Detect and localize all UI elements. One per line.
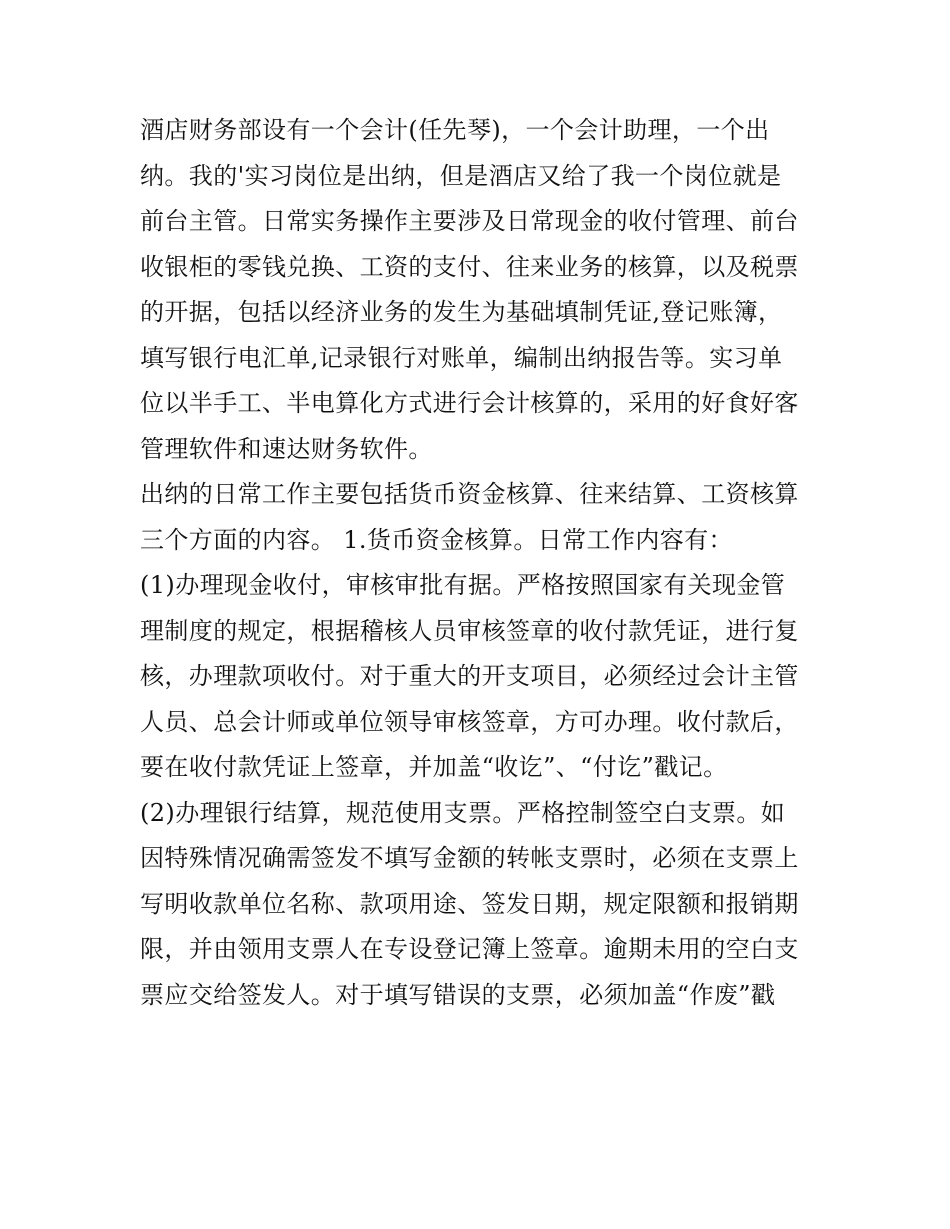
text-line: 限，并由领用支票人在专设登记簿上签章。逾期未用的空白支 (140, 935, 799, 963)
text-line: 写明收款单位名称、款项用途、签发日期，规定限额和报销期 (140, 889, 799, 918)
text-line: 的开据，包括以经济业务的发生为基础填制凭证,登记账簿， (140, 298, 783, 326)
text-line: 纳。我的'实习岗位是出纳，但是酒店又给了我一个岗位就是 (140, 161, 782, 190)
text-line: 酒店财务部设有一个会计(任先琴)，一个会计助理，一个出 (140, 116, 770, 144)
text-line: 前台主管。日常实务操作主要涉及日常现金的收付管理、前台 (140, 207, 799, 235)
text-line: 位以半手工、半电算化方式进行会计核算的，采用的好食好客 (140, 389, 799, 417)
text-line: 收银柜的零钱兑换、工资的支付、往来业务的核算，以及税票 (140, 252, 799, 281)
text-line: (2)办理银行结算，规范使用支票。严格控制签空白支票。如 (140, 798, 786, 827)
text-line: 填写银行电汇单,记录银行对账单，编制出纳报告等。实习单 (140, 343, 783, 372)
text-line: 票应交给签发人。对于填写错误的支票，必须加盖“作废”戳 (140, 980, 776, 1009)
text-line: 因特殊情况确需签发不填写金额的转帐支票时，必须在支票上 (140, 844, 799, 872)
text-line: 管理软件和速达财务软件。 (140, 434, 433, 463)
text-line: (1)办理现金收付，审核审批有据。严格按照国家有关现金管 (140, 571, 786, 599)
text-line: 出纳的日常工作主要包括货币资金核算、往来结算、工资核算 (140, 480, 799, 508)
text-line: 核，办理款项收付。对于重大的开支项目，必须经过会计主管 (140, 662, 799, 690)
text-line: 理制度的规定，根据稽核人员审核签章的收付款凭证，进行复 (140, 616, 799, 645)
text-line: 三个方面的内容。 1.货币资金核算。日常工作内容有： (140, 525, 733, 554)
text-line: 要在收付款凭证上签章，并加盖“收讫”、“付讫”戳记。 (140, 753, 728, 781)
text-line: 人员、总会计师或单位领导审核签章，方可办理。收付款后， (140, 707, 799, 736)
body-text (140, 108, 820, 1018)
